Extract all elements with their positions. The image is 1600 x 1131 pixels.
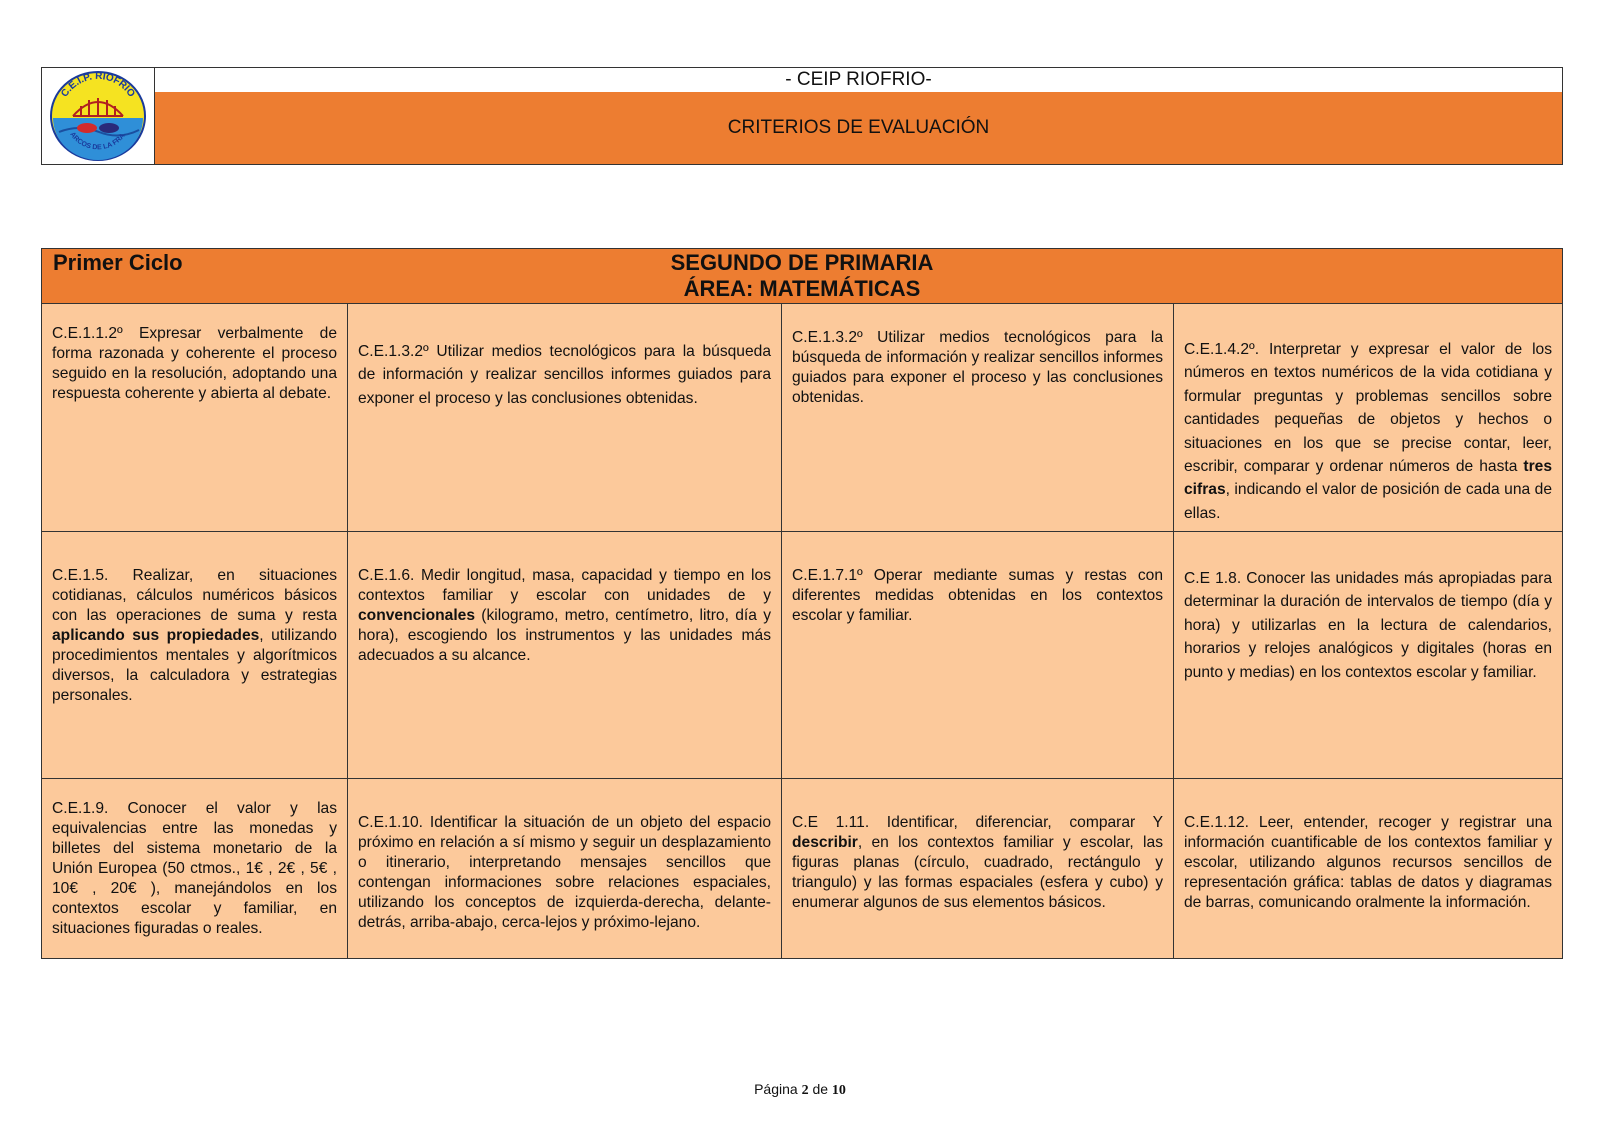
criterion-cell: C.E.1.3.2º Utilizar medios tecnológicos para la búsqueda de información y realizar sencillos informes guiados para exponer el proceso y las conclusiones obtenidas. xyxy=(348,304,782,531)
document-title: CRITERIOS DE EVALUACIÓN xyxy=(155,92,1562,164)
school-name: - CEIP RIOFRIO- xyxy=(155,68,1562,92)
criterion-cell: C.E.1.3.2º Utilizar medios tecnológicos para la búsqueda de información y realizar sencillos informes guiados para exponer el proceso y las conclusiones obtenidas. xyxy=(782,304,1174,531)
page-word: Página xyxy=(754,1081,798,1097)
school-logo xyxy=(49,70,147,162)
criterion-cell: C.E.1.9. Conocer el valor y las equivalencias entre las monedas y billetes del sistema monetario de la Unión Europea (50 ctmos., 1€ , 2€ , 5€ , 10€ , 20€ ), manejándolos en los contextos escolar y familiar, en situaciones figuradas o reales. xyxy=(42,779,348,958)
cycle-label: Primer Ciclo xyxy=(53,250,183,275)
table-row xyxy=(42,304,1562,532)
page-number: 2 xyxy=(801,1083,809,1098)
criterion-cell: C.E.1.10. Identificar la situación de un objeto del espacio próximo en relación a sí mismo y seguir un desplazamiento o itinerario, interpretando mensajes sencillos que contengan informaciones sobre relaciones espaciales, utilizando los conceptos de izquierda-derecha, delante-detrás, arriba-abajo, cerca-lejos y próximo-lejano. xyxy=(348,779,782,958)
of-word: de xyxy=(812,1081,829,1097)
criterion-cell: C.E 1.11. Identificar, diferenciar, comparar Y describir, en los contextos familiar y escolar, las figuras planas (círculo, cuadrado, rectángulo y triangulo) y las formas espaciales (esfera y cubo) y enumerar algunos de sus elementos básicos. xyxy=(782,779,1174,958)
area-label: ÁREA: MATEMÁTICAS xyxy=(42,275,1562,304)
table-row xyxy=(42,532,1562,779)
criteria-table xyxy=(41,248,1563,959)
criterion-cell: C.E.1.6. Medir longitud, masa, capacidad y tiempo en los contextos familiar y escolar con unidades de y convencionales (kilogramo, metro, centímetro, litro, día y hora), escogiendo los instrumentos y las unidades más adecuados a su alcance. xyxy=(348,532,782,778)
document-header xyxy=(41,67,1563,165)
criterion-cell: C.E.1.5. Realizar, en situaciones cotidianas, cálculos numéricos básicos con las operaciones de suma y resta aplicando sus propiedades, utilizando procedimientos mentales y algorítmicos diversos, la calculadora y estrategias personales. xyxy=(42,532,348,778)
page-total: 10 xyxy=(831,1083,846,1098)
table-row xyxy=(42,779,1562,958)
svg-text:ARCOS DE LA FRA.: ARCOS DE LA FRA. xyxy=(68,131,128,152)
school-logo-cell xyxy=(42,68,155,164)
criterion-cell: C.E 1.8. Conocer las unidades más apropiadas para determinar la duración de intervalos de tiempo (día y hora) y utilizarlas en la lectura de calendarios, horarios y relojes analógicos y digitales (horas en punto y medias) en los contextos escolar y familiar. xyxy=(1184,570,1552,681)
grade-label: SEGUNDO DE PRIMARIA xyxy=(670,250,934,275)
table-header-band xyxy=(42,249,1562,275)
criterion-cell: C.E.1.4.2º. Interpretar y expresar el valor de los números en textos numéricos de la vida cotidiana y formular preguntas y problemas sencillos sobre cantidades pequeñas de objetos y hechos o situaciones en los que se precise contar, leer, escribir, comparar y ordenar números de hasta tres cifras, indicando el valor de posición de cada una de ellas. xyxy=(1184,341,1552,522)
criterion-cell: C.E.1.12. Leer, entender, recoger y registrar una información cuantificable de los contextos familiar y escolar, utilizando algunos recursos sencillos de representación gráfica: tablas de datos y diagramas de barras, comunicando oralmente la información. xyxy=(1184,814,1552,911)
criterion-cell: C.E.1.7.1º Operar mediante sumas y restas con diferentes medidas obtenidas en los contextos escolar y familiar. xyxy=(782,532,1174,778)
svg-text:C.E.I.P. RIOFRÍO: C.E.I.P. RIOFRÍO xyxy=(59,70,137,100)
page-footer xyxy=(0,1081,1600,1099)
criterion-cell: C.E.1.1.2º Expresar verbalmente de forma razonada y coherente el proceso seguido en la resolución, adoptando una respuesta coherente y abierta al debate. xyxy=(42,304,348,531)
